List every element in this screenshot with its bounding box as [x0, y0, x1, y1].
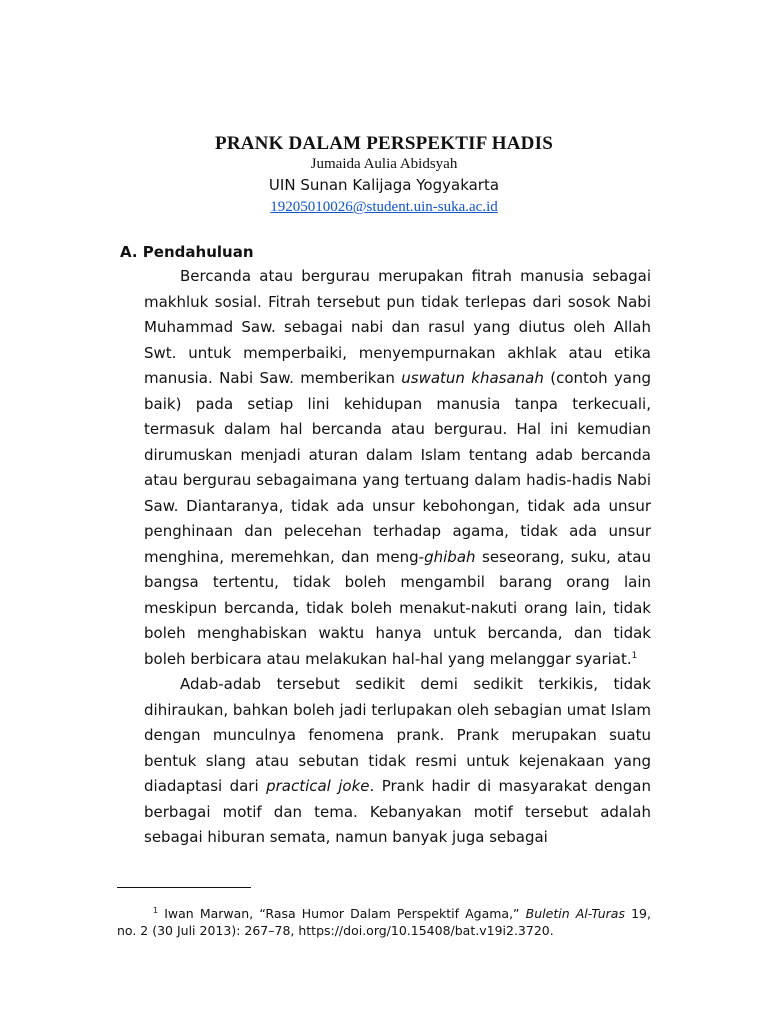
body-text — [144, 264, 651, 851]
author-affiliation: UIN Sunan Kalijaga Yogyakarta — [268, 176, 500, 194]
footnote-reference[interactable]: 1 — [631, 650, 638, 661]
section-heading: A. Pendahuluan — [120, 243, 254, 261]
footnote-separator — [117, 887, 251, 888]
footnote-text-b: 19, no. 2 (30 Juli 2013): 267–78, https://doi.org/10.15408/bat.v19i2.3720. — [117, 906, 651, 938]
paper-title: PRANK DALAM PERSPEKTIF HADIS — [215, 133, 553, 154]
author-name: Jumaida Aulia Abidsyah — [310, 156, 458, 172]
paragraph-1 — [144, 264, 651, 672]
paragraph-1-text-c: seseorang, suku, atau bangsa tertentu, tidak boleh mengambil barang orang lain meskipun bercanda, tidak boleh menakut-nakuti orang lain, tidak boleh menghabiskan waktu hanya untuk bercanda, dan tidak boleh berbicara atau melakukan hal-hal yang melanggar syariat. — [144, 547, 651, 668]
paragraph-2-text-b: . Prank hadir di masyarakat dengan berbagai motif dan tema. Kebanyakan motif tersebut adalah sebagai hiburan semata, namun banyak juga sebagai — [144, 777, 651, 846]
paragraph-1-italic-term-a: uswatun khasanah — [401, 369, 544, 387]
footnote-journal-name: Buletin Al-Turas — [525, 906, 625, 921]
paper-header — [0, 132, 768, 215]
author-email-link[interactable]: 19205010026@student.uin-suka.ac.id — [270, 199, 498, 215]
paragraph-2 — [144, 672, 651, 851]
footnote-text-a: Iwan Marwan, “Rasa Humor Dalam Perspektif Agama,” — [158, 906, 526, 921]
paragraph-2-italic-term: practical joke — [266, 777, 370, 795]
paragraph-1-italic-term-b: ghibah — [424, 547, 476, 566]
paragraph-1-text-b: (contoh yang baik) pada setiap lini kehidupan manusia tanpa terkecuali, termasuk dalam hal bercanda atau bergurau. Hal ini kemudian dirumuskan menjadi aturan dalam Islam tentang adab bercanda atau bergurau sebagaimana yang tertuang dalam hadis-hadis Nabi Saw. Diantaranya, tidak ada unsur kebohongan, tidak ada unsur penghinaan dan pelecehan terhadap agama, tidak ada unsur menghina, meremehkan, dan meng- — [144, 369, 652, 566]
footnote — [117, 905, 651, 939]
paragraph-2-text-a: Adab-adab tersebut sedikit demi sedikit terkikis, tidak dihiraukan, bahkan boleh jadi terlupakan oleh sebagian umat Islam dengan munculnya fenomena prank. Prank merupakan suatu bentuk slang atau sebutan tidak resmi untuk kejenakaan yang diadaptasi dari — [144, 675, 651, 795]
paragraph-1-text-a: Bercanda atau bergurau merupakan fitrah manusia sebagai makhluk sosial. Fitrah tersebut pun tidak terlepas dari sosok Nabi Muhammad Saw. sebagai nabi dan rasul yang diutus oleh Allah Swt. untuk memperbaiki, menyempurnakan akhlak atau etika manusia. Nabi Saw. memberikan — [144, 267, 651, 387]
footnote-number: 1 — [153, 905, 159, 915]
